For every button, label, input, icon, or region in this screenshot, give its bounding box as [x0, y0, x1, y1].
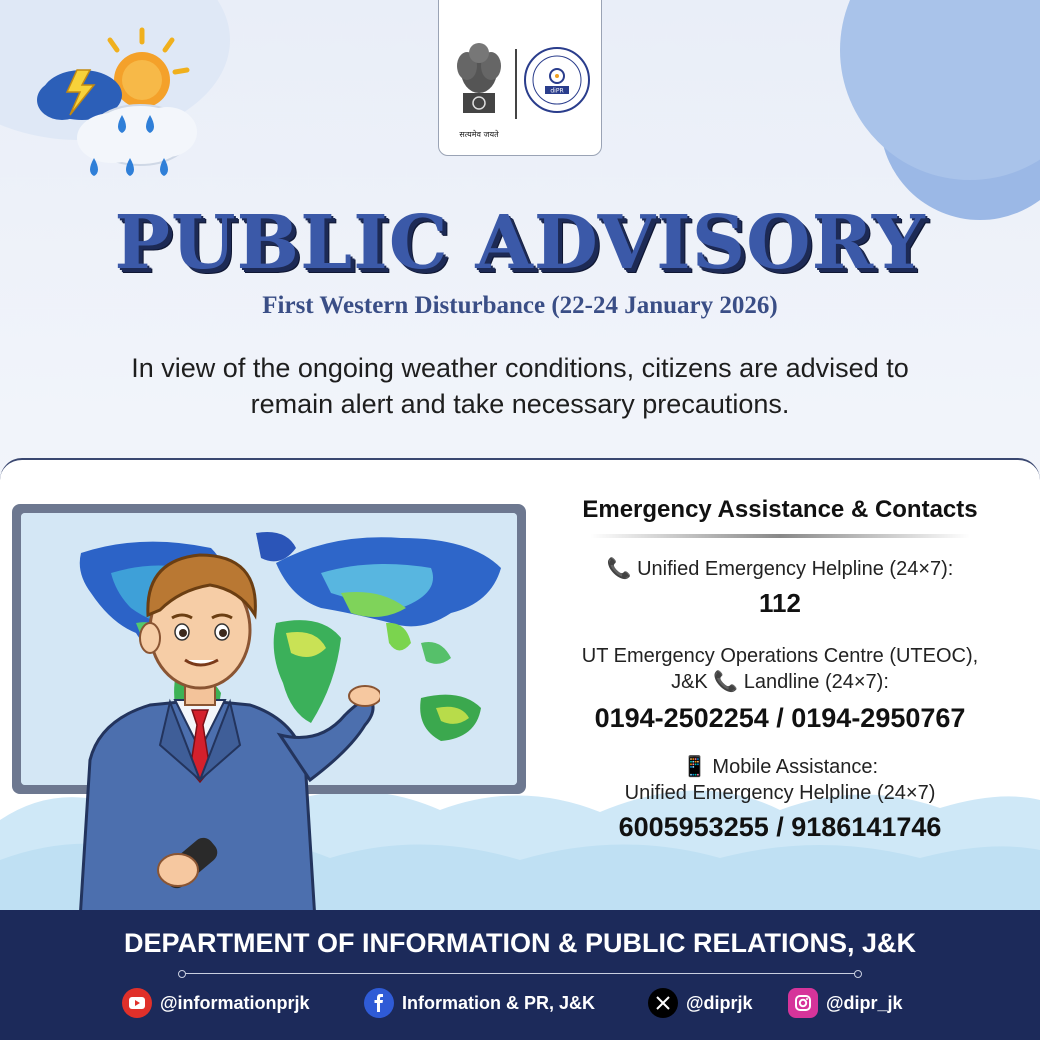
national-emblem-icon [449, 31, 509, 123]
footer-department: DEPARTMENT OF INFORMATION & PUBLIC RELATIONS, J&K [124, 928, 916, 958]
helpline-number[interactable]: 112 [759, 588, 801, 618]
facebook-icon [364, 988, 394, 1018]
social-facebook-label: Information & PR, J&K [402, 992, 596, 1013]
presenter-illustration [60, 520, 380, 920]
mobile-label-line1: 📱 Mobile Assistance: [681, 756, 879, 778]
social-x-label: @diprjk [686, 992, 753, 1013]
social-instagram-label: @dipr_jk [826, 992, 903, 1013]
mobile-label-line2: Unified Emergency Helpline (24×7) [624, 782, 936, 804]
contacts-heading: Emergency Assistance & Contacts [582, 496, 978, 523]
intro-text: In view of the ongoing weather conditions, citizens are advised to remain alert and take necessary precautions. [131, 353, 909, 419]
uteoc-label-line1: UT Emergency Operations Centre (UTEOC), [581, 645, 979, 667]
social-instagram[interactable] [788, 988, 903, 1018]
logo-card [438, 0, 602, 156]
social-links [0, 988, 1040, 1018]
background-blob [840, 0, 1040, 180]
uteoc-numbers[interactable]: 0194-2502254 / 0194-2950767 [594, 703, 966, 733]
dipr-logo-center: diPR [550, 87, 564, 95]
youtube-icon [122, 988, 152, 1018]
dipr-logo-icon [523, 46, 591, 114]
page-subtitle: First Western Disturbance (22-24 January 2026) [262, 292, 778, 319]
social-youtube[interactable] [122, 988, 310, 1018]
uteoc-label-line2: J&K 📞 Landline (24×7): [671, 671, 889, 693]
footer [0, 910, 1040, 1040]
mobile-numbers[interactable]: 6005953255 / 9186141746 [618, 812, 942, 842]
social-facebook[interactable] [364, 988, 595, 1018]
helpline-label: 📞 Unified Emergency Helpline (24×7): [606, 558, 954, 580]
page-title: PUBLIC ADVISORY [114, 200, 926, 286]
x-icon [648, 988, 678, 1018]
social-x[interactable] [648, 988, 753, 1018]
contacts-heading-rule [590, 534, 970, 538]
emblem-motto: सत्यमेव जयते [459, 130, 499, 139]
contacts-section [540, 496, 1020, 843]
logo-divider [515, 49, 517, 119]
instagram-icon [788, 988, 818, 1018]
weather-storm-icon [22, 20, 212, 190]
social-youtube-label: @informationprjk [160, 992, 310, 1013]
content-panel [0, 458, 1040, 920]
footer-rule [184, 973, 856, 974]
